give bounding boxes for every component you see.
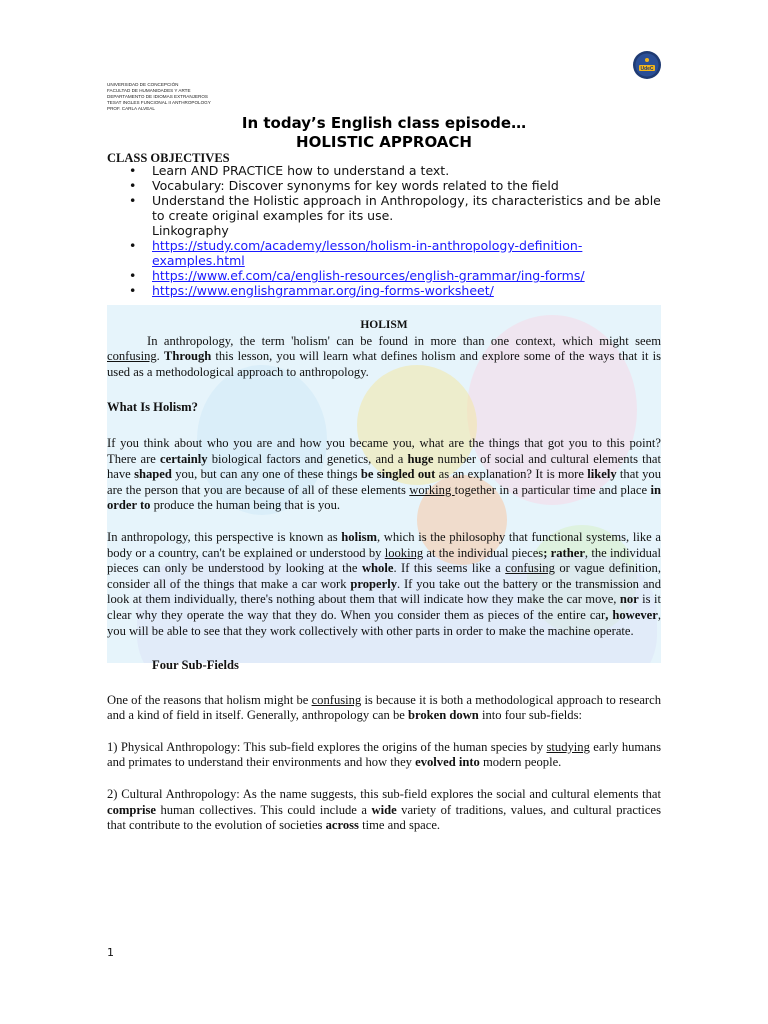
udec-logo [632, 50, 662, 80]
paragraph-perspective: In anthropology, this perspective is known as holism, which is the philosophy that functional systems, like a body or a country, can't be explained or understood by looking at the individual pieces; rather, the individual pieces can only be understood by looking at the whole. If this seems like a confusing or vague definition, consider all of the things that make a car work properly. If you take out the battery or the transmission and look at them individually, there's nothing about them that will indicate how they make the car move, nor is it clear why they operate the way that they do. When you consider them as pieces of the entire car, however, you will be able to see that they work collectively with other parts in order to make the machine operate. [107, 529, 662, 638]
link-ef[interactable]: https://www.ef.com/ca/english-resources/english-grammar/ing-forms/ [152, 268, 585, 283]
link-item [107, 238, 667, 268]
objective-item: • Vocabulary: Discover synonyms for key words related to the field [107, 178, 667, 193]
link-englishgrammar[interactable]: https://www.englishgrammar.org/ing-forms-worksheet/ [152, 283, 494, 298]
what-is-holism-heading: What Is Holism? [107, 400, 198, 415]
episode-title: In today’s English class episode… [241, 114, 527, 132]
university-header [107, 82, 211, 112]
header-line: FACULTAD DE HUMANIDADES Y ARTE [107, 88, 191, 93]
logo-text: UdeC [640, 66, 654, 72]
header-line: DEPARTAMENTO DE IDIOMAS EXTRANJEROS [107, 94, 208, 99]
paragraph-what-is: If you think about who you are and how you became you, what are the things that got you to this point? There are certainly biological factors and genetics, and a huge number of social and cultural elements that have shaped you, but can any one of these things be singled out as an explanation? It is more likely that you are the person that you are because of all of these elements working together in a particular time and place in order to produce the human being that is you. [107, 435, 662, 513]
paragraph-intro: In anthropology, the term 'holism' can be found in more than one context, which might seem confusing. Through this lesson, you will learn what defines holism and explore some of the ways that it is used as a methodological approach to anthropology. [107, 333, 662, 379]
link-item [107, 283, 667, 298]
holism-heading: HOLISM [360, 319, 408, 331]
header-line: TESAT INGLES FUNCIONAL II ANTHROPOLOGY [107, 100, 211, 105]
link-item [107, 268, 667, 283]
linkography-label: Linkography [152, 223, 229, 238]
objectives-list [107, 163, 667, 298]
page-title: HOLISTIC APPROACH [296, 133, 472, 151]
objective-item: • Understand the Holistic approach in Anthropology, its characteristics and be able to create original examples for its use. [107, 193, 667, 223]
holism-section [107, 318, 661, 834]
four-subfields-heading: Four Sub-Fields [152, 658, 239, 673]
header-line: UNIVERSIDAD DE CONCEPCIÓN [107, 82, 179, 87]
header-line: PROF. CARLA ALVEAL [107, 106, 155, 111]
objectives-heading: CLASS OBJECTIVES [107, 151, 230, 165]
page-number: 1 [107, 946, 114, 959]
paragraph-cultural: 2) Cultural Anthropology: As the name suggests, this sub-field explores the social and cultural elements that comprise human collectives. This could include a wide variety of traditions, values, and cultural practices that contribute to the evolution of societies across time and space. [107, 787, 661, 833]
paragraph-subfields: One of the reasons that holism might be confusing is because it is both a methodological approach to research and a kind of field in itself. Generally, anthropology can be broken down into four sub-fields: [107, 692, 661, 723]
objective-item: • Learn AND PRACTICE how to understand a text. [107, 163, 667, 178]
link-study[interactable]: https://study.com/academy/lesson/holism-in-anthropology-definition-examples.html [152, 238, 583, 268]
paragraph-physical: 1) Physical Anthropology: This sub-field explores the origins of the human species by studying early humans and primates to understand their environments and how they evolved into modern people. [107, 739, 661, 770]
